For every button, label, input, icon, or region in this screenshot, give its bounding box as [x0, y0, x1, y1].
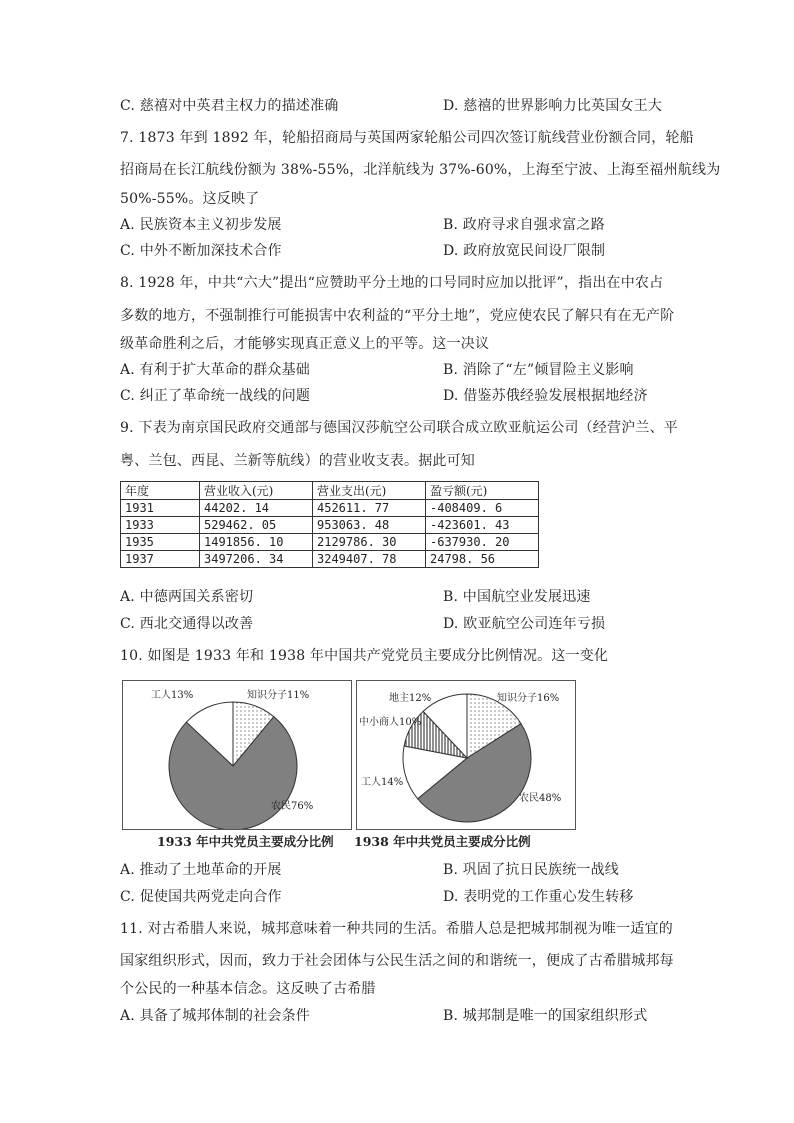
q11-stem-line-1: 11. 对古希腊人来说，城邦意味着一种共同的生活。希腊人总是把城邦制视为唯一适宜的	[120, 921, 673, 937]
table-cell: -408409. 6	[426, 500, 539, 517]
table-row	[121, 534, 539, 551]
table-cell: 1933	[121, 517, 200, 534]
table-row	[121, 551, 539, 568]
q7-option-c: C. 中外不断加深技术合作	[120, 243, 282, 259]
table-cell: 2129786. 30	[313, 534, 426, 551]
q8-option-b: B. 消除了“左”倾冒险主义影响	[443, 362, 634, 378]
pie-slice-label: 农民48%	[519, 793, 562, 804]
q9-option-d: D. 欧亚航空公司连年亏损	[443, 616, 606, 632]
q8-option-d: D. 借鉴苏俄经验发展根据地经济	[443, 388, 648, 404]
q10-option-a: A. 推动了土地革命的开展	[120, 862, 282, 878]
q11-stem-line-2: 国家组织形式，因而，致力于社会团体与公民生活之间的和谐统一，便成了古希腊城邦每	[120, 953, 674, 969]
table-header-cell: 盈亏额(元)	[426, 482, 539, 500]
pie-slice-label: 地主12%	[389, 693, 432, 704]
table-cell: 3249407. 78	[313, 551, 426, 568]
table-row	[121, 500, 539, 517]
pie-chart-1938-box	[356, 680, 576, 830]
table-cell: 953063. 48	[313, 517, 426, 534]
pie-slice-label: 工人14%	[361, 777, 404, 788]
table-cell: 1931	[121, 500, 200, 517]
table-cell: -423601. 43	[426, 517, 539, 534]
q9-stem-line-2: 粤、兰包、西昆、兰新等航线）的营业收支表。据此可知	[120, 453, 475, 469]
q8-stem-line-3: 级革命胜利之后，才能够实现真正意义上的平等。这一决议	[120, 336, 490, 352]
pie-chart-1938-title: 1938 年中共党员主要成分比例	[354, 834, 531, 849]
table-cell: 44202. 14	[200, 500, 313, 517]
pie-slice-label: 知识分子16%	[497, 693, 560, 704]
q11-stem-line-3: 个公民的一种基本信念。这反映了古希腊	[120, 981, 376, 997]
pie-slice-label: 中小商人10%	[359, 717, 422, 728]
q6-option-d: D. 慈禧的世界影响力比英国女王大	[443, 98, 663, 114]
q6-option-c: C. 慈禧对中英君主权力的描述准确	[120, 98, 339, 114]
table-cell: 1937	[121, 551, 200, 568]
table-header-cell: 营业支出(元)	[313, 482, 426, 500]
q9-option-b: B. 中国航空业发展迅速	[443, 589, 591, 605]
pie-chart-1933-title: 1933 年中共党员主要成分比例	[157, 834, 334, 849]
q7-stem-line-2: 招商局在长江航线份额为 38%-55%，北洋航线为 37%-60%，上海至宁波、上海至福州航线为	[120, 162, 721, 178]
q9-stem-line-1: 9. 下表为南京国民政府交通部与德国汉莎航空公司联合成立欧亚航运公司（经营沪兰、平	[120, 420, 679, 436]
table-cell: 1491856. 10	[200, 534, 313, 551]
pie-slice-label: 农民76%	[271, 801, 314, 812]
q7-stem-line-1: 7. 1873 年到 1892 年，轮船招商局与英国两家轮船公司四次签订航线营业份额合同，轮船	[120, 130, 694, 146]
q7-option-a: A. 民族资本主义初步发展	[120, 217, 282, 233]
q8-option-a: A. 有利于扩大革命的群众基础	[120, 362, 311, 378]
q10-stem: 10. 如图是 1933 年和 1938 年中国共产党党员主要成分比例情况。这一变化	[120, 648, 609, 664]
pie-chart-1933-box	[122, 680, 352, 830]
q7-stem-line-3: 50%-55%。这反映了	[120, 191, 260, 207]
table-cell: 24798. 56	[426, 551, 539, 568]
q7-option-b: B. 政府寻求自强求富之路	[443, 217, 605, 233]
q8-stem-line-2: 多数的地方，不强制推行可能损害中农利益的“平分土地”，党应使农民了解只有在无产阶	[120, 308, 675, 324]
q9-option-a: A. 中德两国关系密切	[120, 589, 254, 605]
q7-option-d: D. 政府放宽民间设厂限制	[443, 243, 606, 259]
table-header-row	[121, 482, 539, 500]
q10-option-b: B. 巩固了抗日民族统一战线	[443, 862, 619, 878]
q8-stem-line-1: 8. 1928 年，中共“六大”提出“应赞助平分土地的口号同时应加以批评”，指出在中农占	[120, 275, 664, 291]
q10-option-c: C. 促使国共两党走向合作	[120, 889, 282, 905]
q11-option-b: B. 城邦制是唯一的国家组织形式	[443, 1008, 648, 1024]
table-row	[121, 517, 539, 534]
table-header-cell: 营业收入(元)	[200, 482, 313, 500]
q9-option-c: C. 西北交通得以改善	[120, 616, 254, 632]
table-header-cell: 年度	[121, 482, 200, 500]
table-cell: 529462. 05	[200, 517, 313, 534]
q10-option-d: D. 表明党的工作重心发生转移	[443, 889, 634, 905]
table-cell: 1935	[121, 534, 200, 551]
q8-option-c: C. 纠正了革命统一战线的问题	[120, 388, 311, 404]
table-cell: 3497206. 34	[200, 551, 313, 568]
pie-chart-1933	[123, 681, 351, 829]
table-cell: 452611. 77	[313, 500, 426, 517]
pie-chart-1938	[357, 681, 575, 829]
pie-slice-label: 知识分子11%	[247, 690, 310, 701]
pie-slice-label: 工人13%	[151, 690, 194, 701]
q11-option-a: A. 具备了城邦体制的社会条件	[120, 1008, 311, 1024]
table-cell: -637930. 20	[426, 534, 539, 551]
revenue-table	[120, 481, 539, 568]
